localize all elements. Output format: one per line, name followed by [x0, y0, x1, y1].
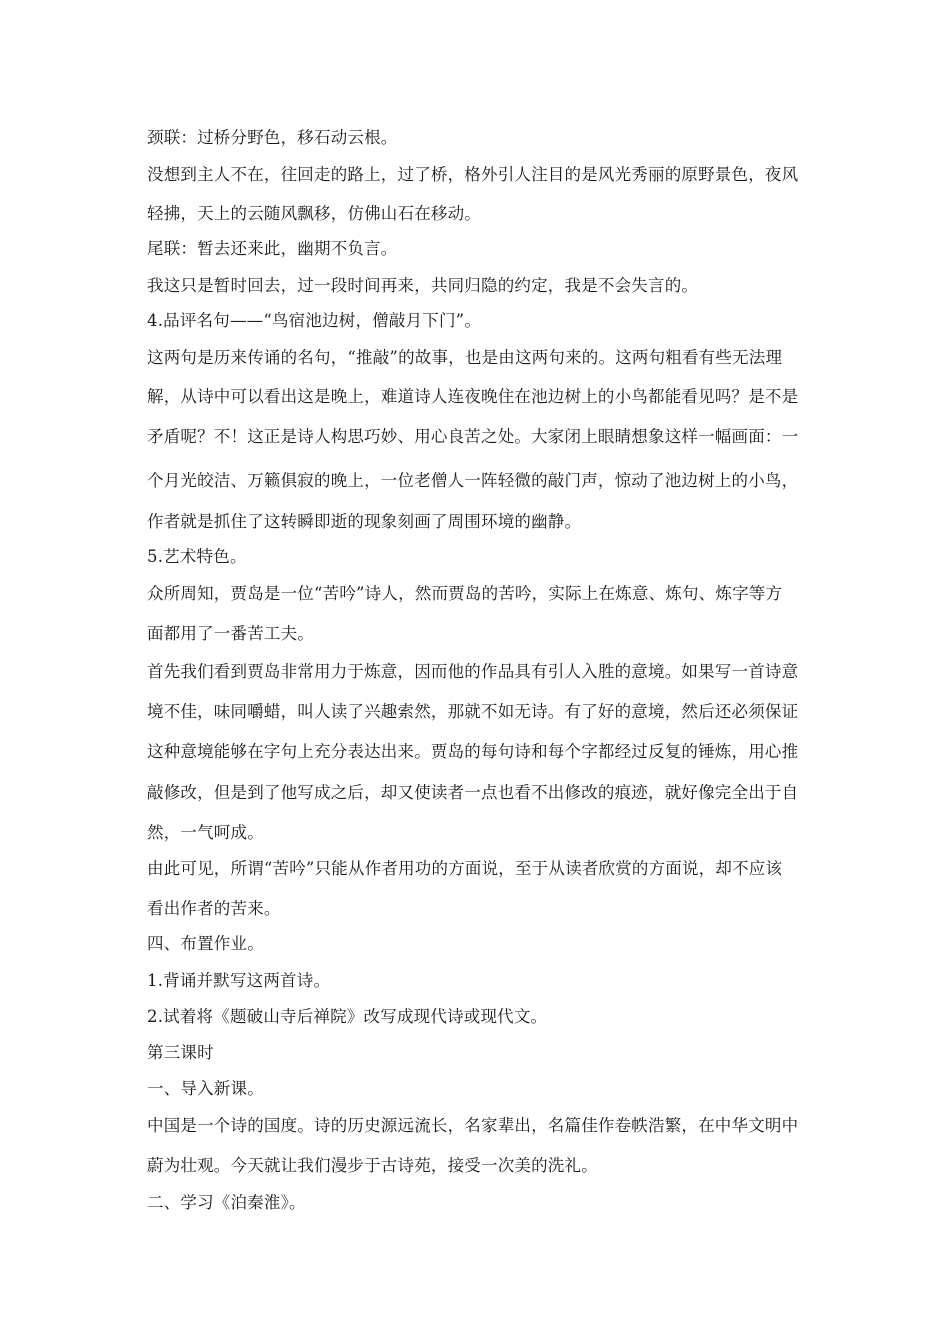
text-line: 4.品评名句——“鸟宿池边树，僧敲月下门”。	[147, 311, 482, 330]
text-line: 然，一气呵成。	[147, 823, 264, 842]
text-line: 中国是一个诗的国度。诗的历史源远流长，名家辈出，名篇佳作卷帙浩繁，在中华文明中	[147, 1116, 799, 1135]
text-line: 这种意境能够在字句上充分表达出来。贾岛的每句诗和每个字都经过反复的锤炼，用心推	[147, 742, 799, 761]
text-line: 解，从诗中可以看出这是晚上，难道诗人连夜晚住在池边树上的小鸟都能看见吗？是不是	[147, 387, 799, 406]
text-line: 这两句是历来传诵的名句，“推敲”的故事，也是由这两句来的。这两句粗看有些无法理	[147, 348, 783, 367]
text-line: 敲修改，但是到了他写成之后，却又使读者一点也看不出修改的痕迹，就好像完全出于自	[147, 783, 799, 802]
text-line: 二、学习《泊秦淮》。	[147, 1193, 306, 1212]
text-line: 2.试着将《题破山寺后禅院》改写成现代诗或现代文。	[147, 1007, 548, 1026]
text-line: 1.背诵并默写这两首诗。	[147, 971, 331, 990]
text-line: 境不佳，味同嚼蜡，叫人读了兴趣索然，那就不如无诗。有了好的意境，然后还必须保证	[147, 702, 799, 721]
text-line: 众所周知，贾岛是一位“苦吟”诗人，然而贾岛的苦吟，实际上在炼意、炼句、炼字等方	[147, 584, 783, 603]
text-line: 尾联：暂去还来此，幽期不负言。	[147, 239, 398, 258]
text-line: 首先我们看到贾岛非常用力于炼意，因而他的作品具有引人入胜的意境。如果写一首诗意	[147, 662, 799, 681]
text-line: 面都用了一番苦工夫。	[147, 624, 314, 643]
text-line: 蔚为壮观。今天就让我们漫步于古诗苑，接受一次美的洗礼。	[147, 1156, 598, 1175]
text-line: 个月光皎洁、万籁俱寂的晚上，一位老僧人一阵轻微的敲门声，惊动了池边树上的小鸟，	[147, 471, 799, 490]
text-line: 轻拂，天上的云随风飘移，仿佛山石在移动。	[147, 204, 481, 223]
text-line: 看出作者的苦来。	[147, 899, 281, 918]
text-line: 我这只是暂时回去，过一段时间再来，共同归隐的约定，我是不会失言的。	[147, 276, 699, 295]
text-line: 一、导入新课。	[147, 1079, 264, 1098]
text-line: 四、布置作业。	[147, 934, 264, 953]
text-line: 颈联：过桥分野色，移石动云根。	[147, 128, 398, 147]
text-line: 由此可见，所谓“苦吟”只能从作者用功的方面说，至于从读者欣赏的方面说，却不应该	[147, 859, 783, 878]
text-line: 矛盾呢？不！这正是诗人构思巧妙、用心良苦之处。大家闭上眼睛想象这样一幅画面：一	[147, 427, 799, 446]
text-line: 没想到主人不在，往回走的路上，过了桥，格外引人注目的是风光秀丽的原野景色，夜风	[147, 165, 799, 184]
text-line: 作者就是抓住了这转瞬即逝的现象刻画了周围环境的幽静。	[147, 512, 582, 531]
text-line: 5.艺术特色。	[147, 547, 247, 566]
text-line: 第三课时	[147, 1043, 214, 1062]
